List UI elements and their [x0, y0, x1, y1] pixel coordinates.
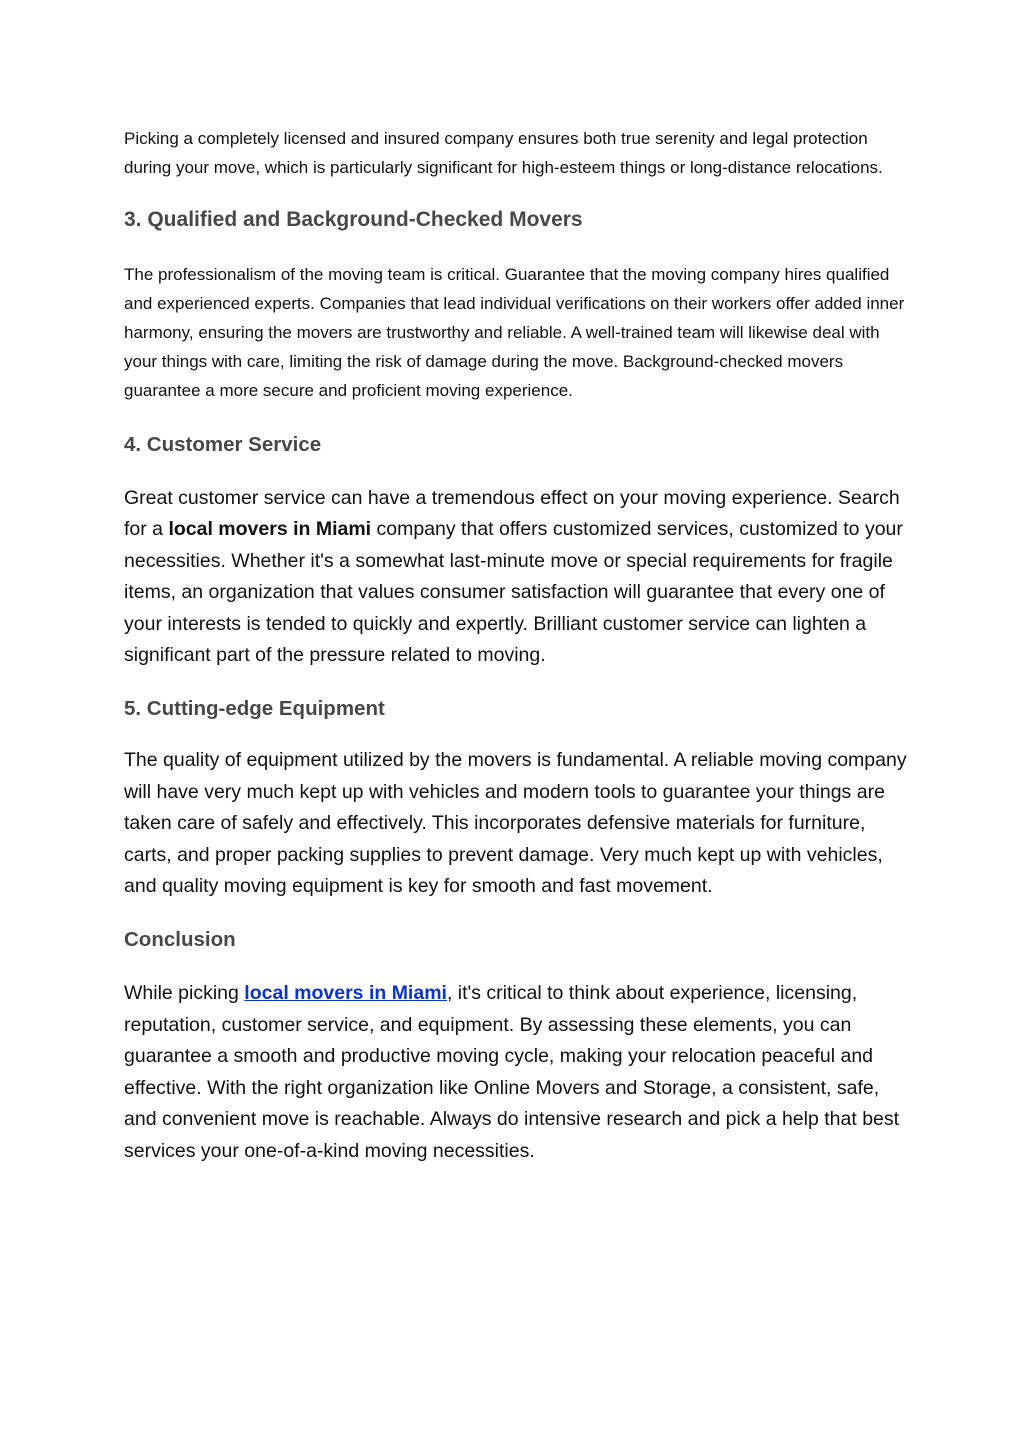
conclusion-paragraph — [124, 978, 908, 1166]
section-3-heading: 3. Qualified and Background-Checked Movers — [124, 208, 583, 231]
local-movers-link[interactable]: local movers in Miami — [244, 982, 447, 1005]
section-5-heading: 5. Cutting-edge Equipment — [124, 697, 385, 721]
conclusion-text-before: While picking — [124, 982, 245, 1005]
conclusion-text-after: , it's critical to think about experience, licensing, reputation, customer service, and equipment. By assessing these elements, you can guarantee a smooth and productive moving cycle, making your relocation peaceful and effective. With the right organization like Online Movers and Storage, a consistent, safe, and convenient move is reachable. Always do intensive research and pick a help that best services your one-of-a-kind moving necessities. — [124, 982, 900, 1162]
document-content — [124, 124, 908, 1167]
section-4-bold-keyword: local movers in Miami — [168, 518, 372, 541]
section-4-heading: 4. Customer Service — [124, 433, 322, 456]
section-5-paragraph: The quality of equipment utilized by the movers is fundamental. A reliable moving company will have very much kept up with vehicles and modern tools to guarantee your things are taken care of safely and effectively. This incorporates defensive materials for furniture, carts, and proper packing supplies to prevent damage. Very much kept up with vehicles, and quality moving equipment is key for smooth and fast movement. — [124, 749, 907, 898]
section-4-paragraph — [124, 483, 908, 671]
conclusion-heading: Conclusion — [124, 928, 236, 952]
section-4-text-before: Great customer service can have a tremendous effect on your moving experience. Search for a — [124, 487, 900, 541]
section-3-paragraph: The professionalism of the moving team is critical. Guarantee that the moving company hires qualified and experienced experts. Companies that lead individual verifications on their workers offer added inner harmony, ensuring the movers are trustworthy and reliable. A well-trained team will likewise deal with your things with care, limiting the risk of damage during the move. Background-checked movers guarantee a more secure and proficient moving experience. — [124, 265, 905, 400]
section-4-text-after: company that offers customized services, customized to your necessities. Whether it's a somewhat last-minute move or special requirements for fragile items, an organization that values consumer satisfaction will guarantee that every one of your interests is tended to quickly and expertly. Brilliant customer service can lighten a significant part of the pressure related to moving. — [124, 518, 903, 667]
intro-paragraph: Picking a completely licensed and insured company ensures both true serenity and legal protection during your move, which is particularly significant for high-esteem things or long-distance relocations. — [124, 129, 883, 177]
